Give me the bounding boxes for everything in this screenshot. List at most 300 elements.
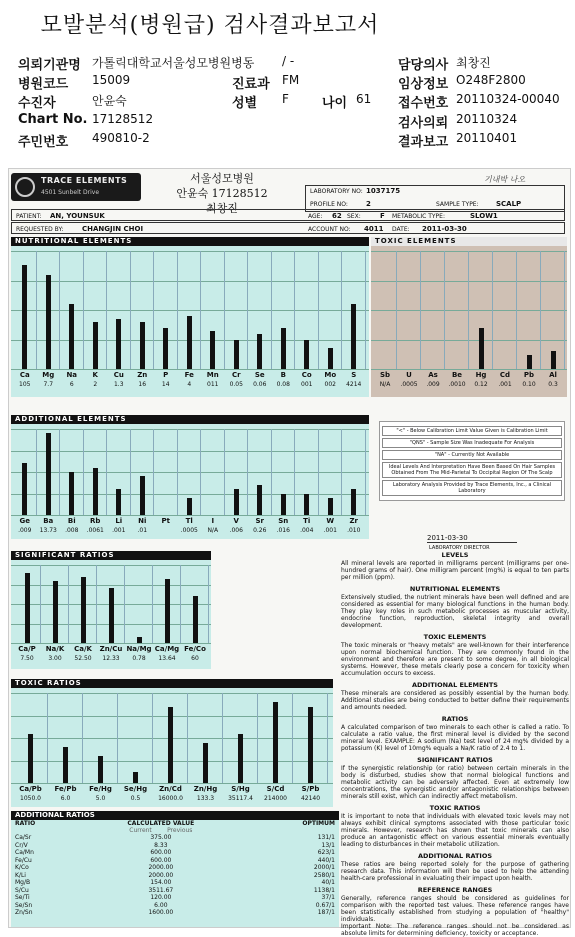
column-divider	[36, 429, 37, 515]
value-i: N/A	[207, 527, 219, 534]
table-row	[11, 894, 339, 902]
label-ca-p: Ca/P	[18, 645, 36, 653]
value-fe: 4	[187, 381, 192, 388]
sig-text: If the synergistic relationship (or ratio) between certain minerals in the body is disturbed, studies show that normal biological functions and metabolic activity can be adversely affected. Even at extremely low concentrations, the synergistic and/or antagonistic relationships between minerals still exist, which can indirectly affect metabolism.	[341, 765, 569, 800]
account-value: 4011	[364, 225, 384, 233]
value-cr: 0.05	[229, 381, 243, 388]
column-divider	[59, 251, 60, 369]
bar-s-pb	[308, 707, 313, 784]
label-hospital-code: 병원코드	[18, 77, 69, 92]
age-value: 62	[332, 212, 342, 220]
metabolic-label: METABOLIC TYPE:	[392, 213, 445, 220]
label-s: S	[351, 371, 357, 379]
label-clinical-info: 임상정보	[398, 77, 449, 92]
value-ward: / -	[282, 54, 295, 68]
bar-b	[281, 328, 286, 369]
header-row-1	[0, 54, 575, 74]
logo-name: TRACE ELEMENTS	[41, 176, 128, 185]
current-cell: 6.00	[154, 901, 168, 909]
column-divider	[492, 251, 493, 369]
column-divider	[271, 429, 272, 515]
bar-al	[551, 351, 556, 369]
bar-w	[328, 498, 333, 515]
label-p: P	[163, 371, 169, 379]
bar-s-hg	[238, 734, 243, 784]
table-row	[11, 849, 339, 857]
value-ca-k: 52.50	[74, 655, 92, 662]
grid-line	[371, 310, 567, 311]
value-s-pb: 42140	[300, 795, 321, 802]
column-divider	[130, 429, 131, 515]
bar-ni	[140, 476, 145, 515]
bar-co	[304, 340, 309, 370]
column-divider	[187, 693, 188, 783]
table-row	[11, 842, 339, 850]
current-cell: 2000.00	[148, 864, 174, 872]
label-hg: Hg	[475, 371, 487, 379]
label-fe-co: Fe/Co	[184, 645, 206, 653]
column-divider	[208, 565, 209, 643]
grid-line	[371, 281, 567, 282]
value-ca-pb: 1050.0	[20, 795, 41, 802]
bar-ca-pb	[28, 734, 33, 784]
value-ca-mg: 13.64	[158, 655, 176, 662]
value-doctor: 최창진	[456, 56, 491, 70]
patient-label: PATIENT:	[16, 213, 42, 220]
label-na-k: Na/K	[45, 645, 65, 653]
logo-address: 4501 Sunbelt Drive	[41, 189, 100, 196]
optimum-cell: 0.67/1	[315, 901, 335, 909]
col-ratio: RATIO	[15, 820, 36, 827]
column-divider	[468, 251, 469, 369]
label-ca-pb: Ca/Pb	[19, 785, 42, 793]
label-sb: Sb	[379, 371, 391, 379]
column-divider	[177, 429, 178, 515]
label-age: 나이	[322, 96, 348, 111]
ratio-cell: S/Cu	[15, 886, 29, 894]
column-divider	[152, 565, 153, 643]
value-p: 14	[161, 381, 170, 388]
ratio-cell: Se/Sn	[15, 901, 33, 909]
lab-info-box	[305, 185, 565, 212]
bar-zr	[351, 489, 356, 515]
date-value: 2011-03-30	[422, 225, 467, 233]
ref-text-heading: REFERENCE RANGES	[417, 886, 493, 894]
label-fe-pb: Fe/Pb	[54, 785, 77, 793]
bar-tl	[187, 498, 192, 515]
value-sb: N/A	[379, 381, 391, 388]
column-divider	[130, 251, 131, 369]
bar-ge	[22, 463, 27, 515]
ref-note: Important Note: The reference ranges should not be considered as absolute limits for determining deficiency, toxicity or acceptance.	[341, 923, 569, 937]
label-v: V	[233, 517, 239, 525]
value-fe-hg: 5.0	[95, 795, 106, 802]
grid-line	[11, 251, 369, 252]
sample-value: SCALP	[496, 200, 522, 208]
column-divider	[83, 429, 84, 515]
bar-hg	[479, 328, 484, 369]
column-divider	[106, 251, 107, 369]
value-mo: 002	[324, 381, 336, 388]
optimum-cell: 13/1	[321, 841, 335, 849]
label-ni: Ni	[138, 517, 147, 525]
column-divider	[59, 429, 60, 515]
label-b: B	[280, 371, 286, 379]
column-divider	[68, 565, 69, 643]
grid-line	[11, 585, 211, 586]
ratios-text: A calculated comparison of two minerals to each other is called a ratio. To calculate a ratio value, the first mineral level is divided by the second mineral level. EXAMPLE: A sodium (Na) test level of 24 mg% divided by a potassium (K) level of 10mg% equals a Na/K ratio of 2.4 to 1.	[341, 724, 569, 752]
label-mg: Mg	[42, 371, 55, 379]
label-zn-cu: Zn/Cu	[99, 645, 123, 653]
label-ti: Ti	[303, 517, 311, 525]
column-divider	[152, 693, 153, 783]
column-divider	[341, 429, 342, 515]
column-divider	[117, 693, 118, 783]
bar-zn	[140, 322, 145, 369]
bar-zn-hg	[203, 743, 208, 784]
ref-text: Generally, reference ranges should be considered as guidelines for comparison with the reported test values. These reference ranges have been statistically established from studying a population of "healthy" individuals.	[341, 895, 569, 923]
label-s-hg: S/Hg	[231, 785, 250, 793]
label-s-cd: S/Cd	[266, 785, 285, 793]
current-cell: 120.00	[150, 894, 172, 902]
bar-fe-hg	[98, 756, 103, 783]
grid-line	[11, 451, 369, 452]
label-na: Na	[66, 371, 78, 379]
age-label: AGE:	[308, 213, 323, 220]
value-fe-co: 60	[191, 655, 199, 662]
label-tl: Tl	[185, 517, 193, 525]
column-divider	[180, 565, 181, 643]
ratio-cell: K/Co	[15, 864, 29, 872]
table-row	[11, 857, 339, 865]
ratio-cell: Cr/V	[15, 841, 28, 849]
report-date-footer: 2011-03-30	[427, 534, 517, 543]
column-divider	[420, 251, 421, 369]
bar-zn-cu	[109, 588, 114, 643]
table-row	[11, 879, 339, 887]
col-current: Current	[129, 827, 152, 834]
current-cell: 3511.67	[148, 886, 174, 894]
bar-na	[69, 304, 74, 369]
column-divider	[257, 693, 258, 783]
label-institution: 의뢰기관명	[18, 58, 81, 73]
ratio-cell: Se/Ti	[15, 894, 30, 902]
label-cd: Cd	[499, 371, 511, 379]
patient-value: AN, YOUNSUK	[50, 212, 105, 220]
value-na-mg: 0.78	[132, 655, 146, 662]
label-mn: Mn	[206, 371, 219, 379]
value-na-k: 3.00	[48, 655, 62, 662]
bar-fe-pb	[63, 747, 68, 783]
value-age: 61	[356, 92, 372, 106]
grid-line	[11, 310, 369, 311]
logo-ring-icon	[15, 177, 35, 197]
metabolic-value: SLOW1	[470, 212, 498, 220]
column-divider	[516, 251, 517, 369]
value-fe-pb: 6.0	[60, 795, 71, 802]
grid-line	[11, 472, 369, 473]
column-divider	[564, 251, 565, 369]
bar-na-k	[53, 581, 58, 643]
label-se: Se	[254, 371, 265, 379]
label-sn: Sn	[278, 517, 289, 525]
label-fe: Fe	[184, 371, 194, 379]
label-zn: Zn	[137, 371, 148, 379]
optimum-cell: 440/1	[317, 856, 335, 864]
value-ni: .01	[137, 527, 148, 534]
column-divider	[247, 251, 248, 369]
table-row	[11, 887, 339, 895]
column-divider	[341, 251, 342, 369]
value-bi: .008	[65, 527, 79, 534]
legend-qns: "QNS" - Sample Size Was Inadequate For Analysis	[382, 438, 562, 448]
current-cell: 600.00	[150, 856, 172, 864]
bar-ca-k	[81, 577, 86, 643]
value-sex: F	[282, 92, 289, 106]
value-pb: 0.10	[522, 381, 536, 388]
bar-cr	[234, 340, 239, 370]
add-text-heading: ADDITIONAL ELEMENTS	[412, 681, 498, 689]
value-se: 0.06	[253, 381, 267, 388]
nutr-text: Extensively studied, the nutrient minerals have been well defined and are considered as essential for many biological functions in the human body. They play key roles in such metabolic processes as muscular activity, endocrine function, reproduction, skeletal integrity and overall development.	[341, 594, 569, 629]
grid-line	[11, 515, 369, 516]
optimum-cell: 2000/1	[313, 864, 335, 872]
value-se-hg: 0.5	[130, 795, 141, 802]
value-v: .006	[229, 527, 243, 534]
grid-line	[11, 281, 369, 282]
label-zn-hg: Zn/Hg	[193, 785, 218, 793]
column-divider	[82, 693, 83, 783]
bar-pb	[527, 355, 532, 369]
optimum-cell: 187/1	[317, 909, 335, 917]
request-info-box	[11, 222, 565, 234]
nutritional-heading: NUTRITIONAL ELEMENTS	[11, 237, 369, 246]
column-divider	[292, 693, 293, 783]
column-divider	[224, 251, 225, 369]
sex-value: F	[380, 212, 385, 220]
toxr-text: It is important to note that individuals with elevated toxic levels may not always exhibit clinical symptoms associated with those particular toxic minerals. However, research has shown that toxic minerals can also produce an antagonistic effect on various essential minerals eventually leading to disturbances in their metabolic utilization.	[341, 813, 569, 848]
value-tl: .0005	[180, 527, 198, 534]
requested-value: CHANGJIN CHOI	[82, 225, 144, 233]
nutritional-elements-chart	[11, 237, 369, 397]
current-cell: 154.00	[150, 879, 172, 887]
tox-text: The toxic minerals or "heavy metals" are well-known for their interference upon normal biochemical function. They are commonly found in the environment and therefore are present to some degree, in all biological systems. However, these metals clearly pose a concern for toxicity when accumulation occurs to excess.	[341, 642, 569, 677]
toxic-ratios-chart	[11, 679, 333, 807]
label-doctor: 담당의사	[398, 58, 449, 73]
bar-mg	[46, 275, 51, 369]
value-report-date: 20110401	[456, 131, 518, 145]
tox-text-heading: TOXIC ELEMENTS	[423, 633, 487, 641]
label-cr: Cr	[231, 371, 241, 379]
bar-ca-p	[25, 573, 30, 643]
optimum-cell: 623/1	[317, 849, 335, 857]
significant-ratios-chart	[11, 551, 211, 669]
column-divider	[247, 429, 248, 515]
value-s-cd: 214000	[264, 795, 287, 802]
sex-label: SEX:	[347, 213, 361, 220]
column-divider	[327, 693, 328, 783]
optimum-cell: 1138/1	[313, 886, 335, 894]
label-ca: Ca	[19, 371, 30, 379]
value-na: 6	[69, 381, 74, 388]
bar-mn	[210, 331, 215, 369]
bar-li	[116, 489, 121, 515]
value-u: .0005	[400, 381, 418, 388]
label-sr: Sr	[255, 517, 264, 525]
label-ca-mg: Ca/Mg	[154, 645, 180, 653]
header-row-5	[0, 131, 575, 151]
sig-text-heading: SIGNIFICANT RATIOS	[417, 756, 493, 764]
label-fe-hg: Fe/Hg	[89, 785, 112, 793]
value-sr: 0.26	[253, 527, 267, 534]
value-zn-cd: 16000.0	[158, 795, 183, 802]
label-cu: Cu	[113, 371, 124, 379]
bar-s-cd	[273, 702, 278, 783]
value-s-hg: 35117.4	[228, 795, 253, 802]
column-divider	[294, 429, 295, 515]
column-divider	[106, 429, 107, 515]
value-resident-no: 490810-2	[92, 131, 150, 145]
column-divider	[200, 251, 201, 369]
column-divider	[200, 429, 201, 515]
column-divider	[318, 429, 319, 515]
toxic-ratios-heading: TOXIC RATIOS	[11, 679, 333, 688]
label-department: 진료과	[232, 77, 270, 92]
value-as: .009	[426, 381, 440, 388]
label-co: Co	[301, 371, 312, 379]
col-calculated: CALCULATED VALUE	[127, 820, 195, 827]
bar-ca-mg	[165, 579, 170, 643]
table-row	[11, 909, 339, 917]
bar-zn-cd	[168, 707, 173, 784]
value-receipt-no: 20110324-00040	[456, 92, 560, 106]
bar-se	[257, 334, 262, 369]
value-mn: 011	[207, 381, 219, 388]
ratio-cell: Mg/B	[15, 879, 31, 887]
report-title: 모발분석(병원급) 검사결과보고서	[40, 13, 380, 38]
grid-line	[371, 251, 567, 252]
legend-na: "NA" - Currently Not Available	[382, 450, 562, 460]
value-s: 4214	[346, 381, 362, 388]
optimum-cell: 131/1	[317, 834, 335, 842]
legend-below-limit: "<" - Below Calibration Limit Value Given is Calibration Limit	[382, 426, 562, 436]
label-ba: Ba	[43, 517, 54, 525]
current-cell: 600.00	[150, 849, 172, 857]
toxic-heading: TOXIC ELEMENTS	[371, 237, 567, 246]
label-resident-no: 주민번호	[18, 135, 69, 150]
levels-text: All mineral levels are reported in milligrams percent (milligrams per one-hundred grams of hair). One milligram percent (mg%) is equal to ten parts per million (ppm).	[341, 560, 569, 581]
bar-sn	[281, 494, 286, 516]
bar-se-hg	[133, 772, 138, 783]
legend-box	[379, 421, 565, 501]
grid-line	[11, 494, 369, 495]
column-divider	[40, 565, 41, 643]
column-divider	[153, 251, 154, 369]
label-report-date: 결과보고	[398, 135, 449, 150]
value-cd: .001	[498, 381, 512, 388]
bar-fe-co	[193, 596, 198, 643]
optimum-cell: 40/1	[321, 879, 335, 887]
value-request-date: 20110324	[456, 112, 518, 126]
grid-line	[11, 429, 369, 430]
patient-info-box	[11, 209, 565, 221]
header-row-3	[0, 92, 575, 112]
label-pt: Pt	[161, 517, 170, 525]
label-zn-cd: Zn/Cd	[159, 785, 182, 793]
bar-rb	[93, 468, 98, 515]
value-co: 001	[301, 381, 313, 388]
legend-ideal: Ideal Levels And Interpretation Have Been Based On Hair Samples Obtained From The Mid-Parietal To Occipital Region Of The Scalp	[382, 462, 562, 478]
table-row	[11, 902, 339, 910]
bar-s	[351, 304, 356, 369]
label-s-pb: S/Pb	[301, 785, 320, 793]
column-divider	[153, 429, 154, 515]
label-ge: Ge	[19, 517, 30, 525]
addr-text-heading: ADDITIONAL RATIOS	[417, 852, 493, 860]
label-li: Li	[115, 517, 123, 525]
profile-value: 2	[366, 200, 371, 208]
lab-no-value: 1037175	[366, 187, 401, 195]
column-divider	[365, 429, 366, 515]
ratio-cell: Ca/Mn	[15, 849, 34, 857]
label-sex: 성별	[232, 96, 258, 111]
additional-ratios-heading: ADDITIONAL RATIOS	[11, 811, 339, 820]
additional-ratios-table	[11, 811, 339, 927]
bar-ti	[304, 494, 309, 516]
grid-line	[371, 369, 567, 370]
bar-p	[163, 328, 168, 369]
ratio-cell: Fe/Cu	[15, 856, 32, 864]
col-optimum: OPTIMUM	[302, 820, 335, 827]
trace-elements-logo	[11, 173, 141, 201]
current-cell: 2000.00	[148, 871, 174, 879]
value-zr: .010	[347, 527, 361, 534]
value-be: .0010	[448, 381, 466, 388]
label-na-mg: Na/Mg	[126, 645, 152, 653]
column-divider	[444, 251, 445, 369]
label-request-date: 검사의뢰	[398, 116, 449, 131]
label-se-hg: Se/Hg	[123, 785, 148, 793]
grid-line	[11, 783, 333, 784]
value-institution: 가톨릭대학교서울성모병원병동	[92, 56, 255, 70]
value-b: 0.08	[276, 381, 290, 388]
value-department: FM	[282, 73, 300, 87]
levels-heading: LEVELS	[441, 551, 469, 559]
ratio-cell: Ca/Sr	[15, 834, 32, 842]
value-cu: 1.3	[113, 381, 124, 388]
value-mg: 7.7	[43, 381, 54, 388]
column-divider	[271, 251, 272, 369]
label-as: As	[428, 371, 438, 379]
header-row-4	[0, 112, 575, 132]
optimum-cell: 2580/1	[313, 871, 335, 879]
grid-line	[11, 643, 211, 644]
addr-text: These ratios are being reported solely for the purpose of gathering research data. This information will then be used to help the attending health-care professional in evaluating their impact upon health.	[341, 861, 569, 882]
date-label: DATE:	[392, 226, 410, 233]
current-cell: 375.00	[150, 834, 172, 842]
column-divider	[36, 251, 37, 369]
current-cell: 8.33	[154, 841, 168, 849]
value-clinical-info: O248F2800	[456, 73, 526, 87]
value-w: .001	[323, 527, 337, 534]
value-ti: .004	[300, 527, 314, 534]
grid-line	[11, 565, 211, 566]
bar-bi	[69, 472, 74, 515]
value-chart-no: 17128512	[92, 112, 154, 126]
value-rb: .0061	[86, 527, 104, 534]
table-row	[11, 872, 339, 880]
bar-mo	[328, 348, 333, 369]
